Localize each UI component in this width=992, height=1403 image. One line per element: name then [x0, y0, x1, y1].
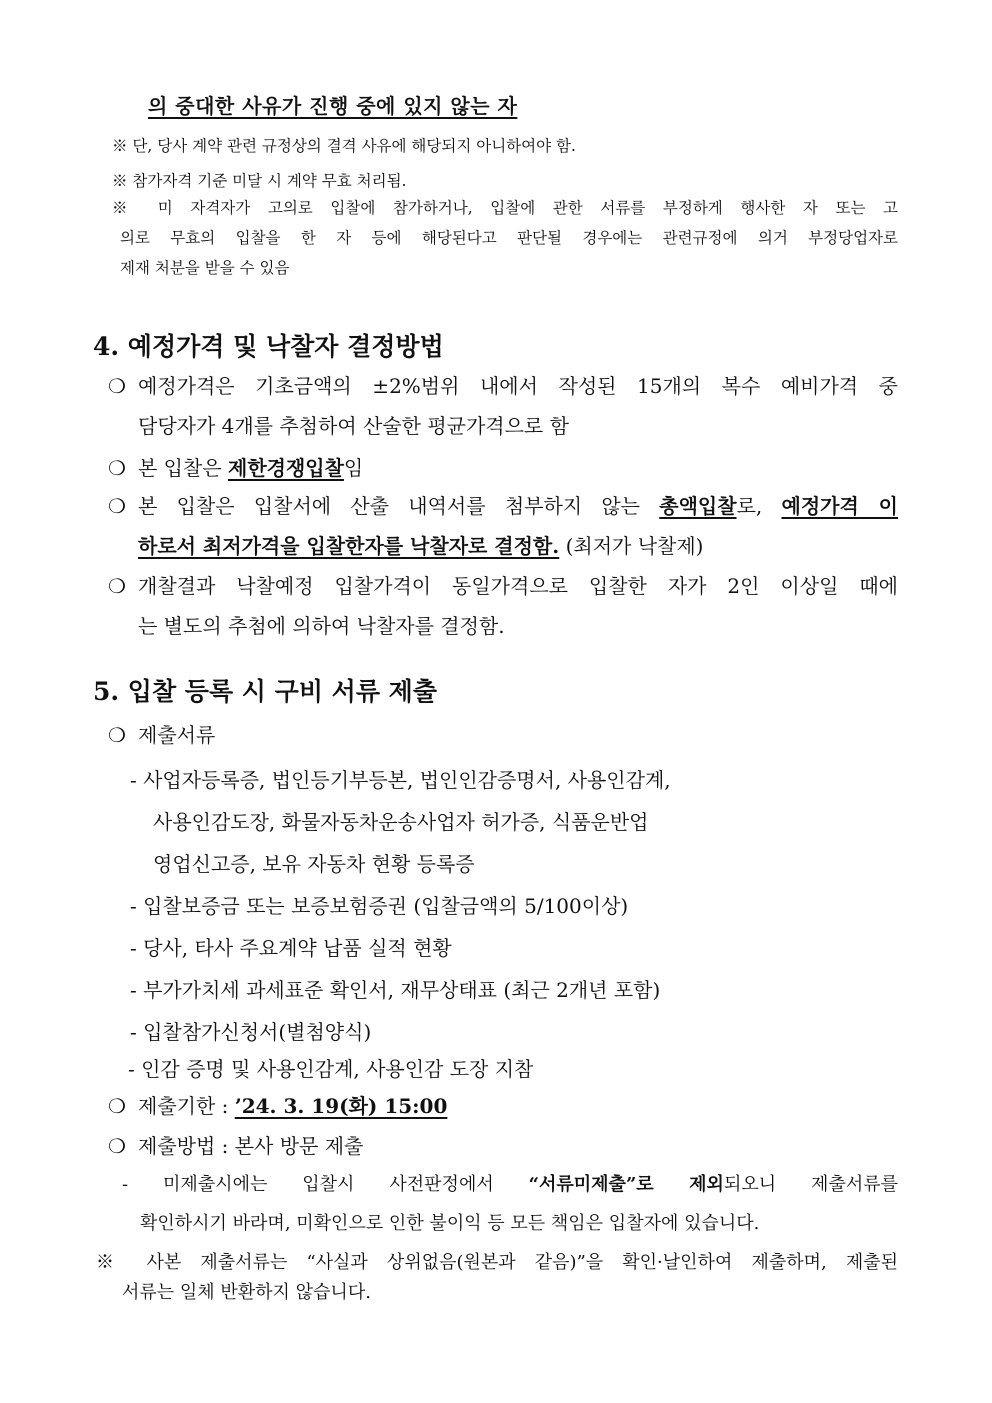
section4-item2: ❍ 본 입찰은 제한경쟁입찰임	[108, 456, 364, 480]
bullet-icon: ❍	[108, 1094, 126, 1118]
submission-deadline: ❍ 제출기한 : ’24. 3. 19(화) 15:00	[108, 1094, 448, 1118]
note-penalty-line1: ※ 미 자격자가 고의로 입찰에 참가하거나, 입찰에 관한 서류를 부정하게 행사한 자 또는 고	[112, 199, 898, 217]
method-note-line2: 확인하시기 바라며, 미확인으로 인한 불이익 등 모든 책임은 입찰자에 있습니다.	[140, 1213, 760, 1234]
final-note-line1: ※ 사본 제출서류는 “사실과 상위없음(원본과 같음)”을 확인·날인하여 제출하며, 제출된	[96, 1252, 898, 1273]
note-penalty-line2: 의로 무효의 입찰을 한 자 등에 해당된다고 판단될 경우에는 관련규정에 의거 부정당업자로	[120, 229, 898, 247]
bullet-icon: ❍	[108, 456, 126, 480]
section4-item3-line1: ❍ 본 입찰은 입찰서에 산출 내역서를 첨부하지 않는 총액입찰로, 예정가격 이	[108, 494, 898, 518]
section5-heading: 5. 입찰 등록 시 구비 서류 제출	[93, 677, 437, 706]
doc-item-2: - 입찰보증금 또는 보증보험증권 (입찰금액의 5/100이상)	[130, 894, 629, 918]
section4-heading: 4. 예정가격 및 낙찰자 결정방법	[93, 332, 444, 361]
doc-item-5: - 입찰참가신청서(별첨양식)	[130, 1020, 372, 1044]
section4-item3-line2: 하로서 최저가격을 입찰한자를 낙찰자로 결정함. (최저가 낙찰제)	[138, 534, 704, 558]
excluded-warning: “서류미제출”로 제외	[528, 1174, 724, 1195]
docs-title: ❍ 제출서류	[108, 723, 216, 747]
bullet-icon: ❍	[108, 1134, 126, 1158]
bullet-icon: ❍	[108, 574, 126, 598]
doc-item-3: - 당사, 타사 주요계약 납품 실적 현황	[130, 936, 452, 960]
limited-competition-bid: 제한경쟁입찰	[228, 456, 344, 480]
section4-item4-line2: 는 별도의 추첨에 의하여 낙찰자를 결정함.	[138, 614, 505, 638]
final-note-line2: 서류는 일체 반환하지 않습니다.	[122, 1282, 371, 1303]
lowest-price-rule: 하로서 최저가격을 입찰한자를 낙찰자로 결정함.	[138, 534, 560, 558]
bullet-icon: ❍	[108, 374, 126, 398]
lump-sum-bid: 총액입찰	[659, 494, 737, 518]
note-invalid-contract: ※ 참가자격 기준 미달 시 계약 무효 처리됨.	[112, 172, 407, 190]
note-disqualification: ※ 단, 당사 계약 관련 규정상의 결격 사유에 해당되지 아니하여야 함.	[112, 137, 576, 155]
intro-line: 의 중대한 사유가 진행 중에 있지 않는 자	[148, 94, 518, 118]
doc-item-1-line1: - 사업자등록증, 법인등기부등본, 법인인감증명서, 사용인감계,	[130, 768, 671, 792]
doc-item-6: - 인감 증명 및 사용인감계, 사용인감 도장 지참	[128, 1057, 534, 1081]
bullet-icon: ❍	[108, 723, 126, 747]
doc-item-1-line2: 사용인감도장, 화물자동차운송사업자 허가증, 식품운반업	[153, 810, 649, 834]
method-note-line1: - 미제출시에는 입찰시 사전판정에서 “서류미제출”로 제외되오니 제출서류를	[122, 1174, 898, 1195]
section4-item1-line2: 담당자가 4개를 추첨하여 산술한 평균가격으로 함	[138, 414, 569, 438]
note-penalty-line3: 제재 처분을 받을 수 있음	[120, 259, 290, 277]
doc-item-4: - 부가가치세 과세표준 확인서, 재무상태표 (최근 2개년 포함)	[130, 978, 661, 1002]
doc-item-1-line3: 영업신고증, 보유 자동차 현황 등록증	[153, 852, 475, 876]
section4-item1-line1: ❍ 예정가격은 기초금액의 ±2%범위 내에서 작성된 15개의 복수 예비가격 중	[108, 374, 898, 398]
section4-item4-line1: ❍ 개찰결과 낙찰예정 입찰가격이 동일가격으로 입찰한 자가 2인 이상일 때에	[108, 574, 898, 598]
submission-method: ❍ 제출방법 : 본사 방문 제출	[108, 1134, 364, 1158]
bullet-icon: ❍	[108, 494, 126, 518]
deadline-value: ’24. 3. 19(화) 15:00	[234, 1094, 448, 1118]
